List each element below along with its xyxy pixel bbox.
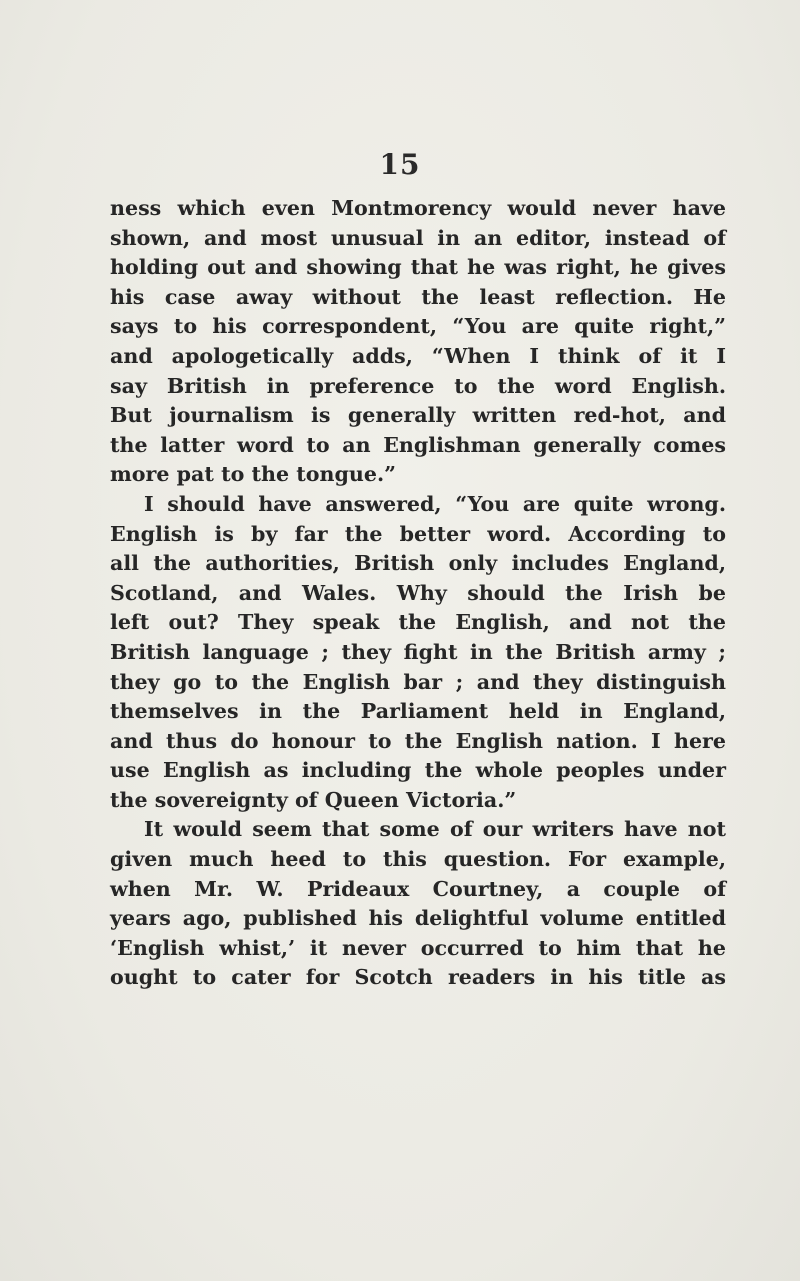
text-line: themselves in the Parliament held in England, <box>110 699 726 724</box>
text-line: years ago, published his delightful volume entitled <box>110 906 726 931</box>
text-line: British language ; they fight in the British army ; <box>110 639 726 664</box>
text-line: holding out and showing that he was right, he gives <box>110 255 726 280</box>
text-line: the sovereignty of Queen Victoria.” <box>110 787 517 812</box>
text-line: all the authorities, British only includes England, <box>110 551 726 576</box>
text-line: more pat to the tongue.” <box>110 462 396 487</box>
text-line: when Mr. W. Prideaux Courtney, a couple of <box>110 876 726 901</box>
text-line: ought to cater for Scotch readers in his title as <box>110 965 726 990</box>
text-line: It would seem that some of our writers have not <box>144 817 726 842</box>
text-line: and apologetically adds, “When I think of it I <box>110 343 726 368</box>
text-line: says to his correspondent, “You are quite right,” <box>110 314 726 339</box>
text-line: I should have answered, “You are quite wrong. <box>144 491 726 516</box>
text-line: English is by far the better word. According to <box>110 521 726 546</box>
text-line: given much heed to this question. For example, <box>110 847 726 872</box>
text-line: they go to the English bar ; and they distinguish <box>110 669 726 694</box>
text-line: his case away without the least reflection. He <box>110 284 726 309</box>
text-line: ness which even Montmorency would never have <box>110 196 726 220</box>
text-line: But journalism is generally written red-hot, and <box>110 403 726 428</box>
page-number: 15 <box>379 148 421 181</box>
text-line: and thus do honour to the English nation. I here <box>110 728 726 753</box>
text-line: shown, and most unusual in an editor, instead of <box>110 225 726 250</box>
body-text <box>110 194 726 993</box>
text-line: left out? They speak the English, and not the <box>110 610 726 635</box>
text-line: Scotland, and Wales. Why should the Irish be <box>110 580 726 605</box>
text-line: ‘English whist,’ it never occurred to him that he <box>110 935 726 960</box>
text-line: say British in preference to the word English. <box>110 373 726 398</box>
text-line: use English as including the whole peoples under <box>110 758 726 783</box>
text-line: the latter word to an Englishman generally comes <box>110 432 726 457</box>
